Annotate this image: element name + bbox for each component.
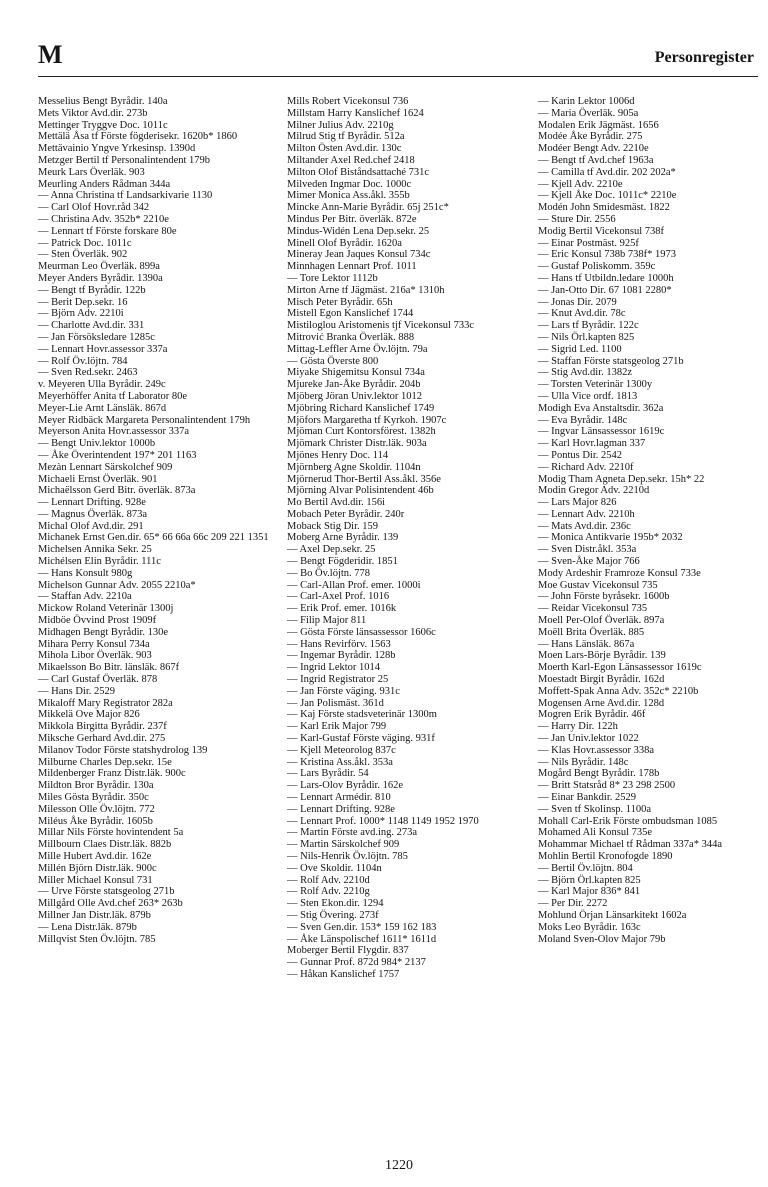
index-entry: — Åke Överintendent 197* 201 1163: [38, 449, 197, 461]
index-entry: Mildton Bror Byrådir. 130a: [38, 780, 154, 792]
index-entry: — Gösta Överste 800: [287, 355, 379, 367]
index-entry: — Charlotte Avd.dir. 331: [38, 320, 145, 332]
index-entry: — Hans Konsult 980g: [38, 567, 133, 579]
index-entry: — Lennart Drifting. 928e: [38, 497, 146, 509]
index-entry: Mihola Libor Överläk. 903: [38, 650, 152, 662]
index-entry: Michaëlsson Gerd Bitr. överläk. 873a: [38, 485, 196, 497]
index-column-3: [538, 96, 768, 945]
index-entry: — Harry Dir. 122h: [538, 721, 618, 733]
index-entry: — Martin Förste avd.ing. 273a: [287, 827, 418, 839]
index-entry: — Rolf Adv. 2210g: [287, 886, 370, 898]
index-entry: — Rolf Öv.löjtn. 784: [38, 355, 128, 367]
index-entry: Mettälä Åsa tf Förste fögderisekr. 1620b* 1860: [38, 131, 238, 143]
index-entry: — Hans Länsläk. 867a: [538, 638, 635, 650]
index-entry: Milrud Stig tf Byrådir. 512a: [287, 131, 405, 143]
index-entry: Moëll Brita Överläk. 885: [538, 626, 645, 638]
index-entry: — Bertil Öv.löjtn. 804: [538, 862, 633, 874]
index-entry: — Karl Hovr.lagman 337: [538, 438, 646, 450]
index-entry: Moell Per-Olof Överläk. 897a: [538, 615, 665, 627]
index-entry: — Jan Polismäst. 361d: [287, 697, 384, 709]
index-entry: Moberger Bertil Flygdir. 837: [287, 945, 409, 957]
index-entry: — Martin Särskolchef 909: [287, 839, 400, 851]
index-entry: — Britt Statsråd 8* 23 298 2500: [538, 780, 676, 792]
index-entry: Milveden Ingmar Doc. 1000c: [287, 178, 412, 190]
index-entry: — Lena Distr.läk. 879b: [38, 921, 137, 933]
index-entry: Moffett-Spak Anna Adv. 352c* 2210b: [538, 685, 699, 697]
index-entry: — Gösta Förste länsassessor 1606c: [287, 626, 436, 638]
index-entry: — Torsten Veterinär 1300y: [538, 379, 653, 391]
index-entry: Milton Östen Avd.dir. 130c: [287, 143, 402, 155]
index-entry: Moen Lars-Börje Byrådir. 139: [538, 650, 666, 662]
index-entry: Modén John Smidesmäst. 1822: [538, 202, 670, 214]
index-entry: Mincke Ann-Marie Byrådir. 65j 251c*: [287, 202, 449, 214]
index-entry: Moestadt Birgit Byrådir. 162d: [538, 674, 665, 686]
index-entry: Moland Sven-Olov Major 79b: [538, 933, 666, 945]
index-entry: Milner Julius Adv. 2210g: [287, 119, 394, 131]
index-entry: — Ingrid Registrator 25: [287, 674, 389, 686]
index-entry: Mikkelä Ove Major 826: [38, 709, 140, 721]
index-entry: Mogård Bengt Byrådir. 178b: [538, 768, 660, 780]
index-entry: Mjörning Alvar Polisintendent 46b: [287, 485, 434, 497]
index-entry: Moe Gustav Vicekonsul 735: [538, 579, 658, 591]
index-entry: — Bengt tf Avd.chef 1963a: [538, 154, 654, 166]
index-entry: Michaeli Ernst Överläk. 901: [38, 473, 158, 485]
index-entry: — Lennart Prof. 1000* 1148 1149 1952 1970: [287, 815, 479, 827]
index-entry: — Kaj Förste stadsveterinär 1300m: [287, 709, 437, 721]
index-entry: Moberg Arne Byrådir. 139: [287, 532, 399, 544]
index-entry: — Bengt tf Byrådir. 122b: [38, 284, 146, 296]
index-column-2: [287, 96, 523, 981]
index-entry: Midböe Övvind Prost 1909f: [38, 615, 157, 627]
index-entry: Mohlund Örjan Länsarkitekt 1602a: [538, 909, 687, 921]
index-entry: — Carl-Allan Prof. emer. 1000i: [287, 579, 421, 591]
index-entry: Mindus-Widén Lena Dep.sekr. 25: [287, 225, 430, 237]
index-entry: Moerth Karl-Egon Länsassessor 1619c: [538, 662, 702, 674]
index-entry: — Lars Major 826: [538, 497, 617, 509]
index-entry: Meyer Ridbäck Margareta Personalintendent 179h: [38, 414, 251, 426]
index-entry: Mohammar Michael tf Rådman 337a* 344a: [538, 839, 722, 851]
index-entry: Miksche Gerhard Avd.dir. 275: [38, 733, 166, 745]
index-entry: Millstam Harry Kanslichef 1624: [287, 107, 424, 119]
index-entry: — Einar Postmäst. 925f: [538, 237, 639, 249]
index-entry: Milesson Olle Öv.löjtn. 772: [38, 803, 155, 815]
index-entry: Millner Jan Distr.läk. 879b: [38, 909, 151, 921]
index-entry: — Monica Antikvarie 195b* 2032: [538, 532, 683, 544]
index-entry: — Stig Avd.dir. 1382z: [538, 367, 633, 379]
index-entry: Meyer-Lie Arnt Länsläk. 867d: [38, 402, 167, 414]
index-entry: — Nils Byrådir. 148c: [538, 756, 629, 768]
index-entry: — Gunnar Prof. 872d 984* 2137: [287, 957, 426, 969]
index-entry: Mjöbring Richard Kanslichef 1749: [287, 402, 435, 414]
index-entry: Moks Leo Byrådir. 163c: [538, 921, 641, 933]
index-entry: — Carl Olof Hovr.råd 342: [38, 202, 150, 214]
index-entry: — Karl-Gustaf Förste väging. 931f: [287, 733, 435, 745]
index-entry: Miller Michael Konsul 731: [38, 874, 153, 886]
index-entry: Mohlin Bertil Kronofogde 1890: [538, 851, 673, 862]
index-entry: — Stig Övering. 273f: [287, 909, 379, 921]
index-entry: Mody Ardeshir Framroze Konsul 733e: [538, 567, 701, 579]
index-entry: Mets Viktor Avd.dir. 273b: [38, 107, 148, 119]
index-entry: Mistiloglou Aristomenis tjf Vicekonsul 733c: [287, 320, 475, 332]
page-title: Personregister: [654, 49, 754, 66]
index-entry: — John Förste byråsekr. 1600b: [538, 591, 670, 603]
index-entry: — Sven-Åke Major 766: [538, 556, 640, 568]
index-entry: Modig Bertil Vicekonsul 738f: [538, 225, 665, 237]
index-entry: Mikkola Birgitta Byrådir. 237f: [38, 721, 167, 733]
index-entry: — Karin Lektor 1006d: [538, 96, 635, 107]
index-entry: Meurling Anders Rådman 344a: [38, 178, 171, 190]
index-entry: Mitrović Branka Överläk. 888: [287, 331, 415, 343]
index-entry: Meyer Anders Byrådir. 1390a: [38, 272, 163, 284]
index-entry: — Jan Försöksledare 1285c: [38, 331, 155, 343]
index-entry: — Eric Konsul 738b 738f* 1973: [538, 249, 676, 261]
index-entry: — Sven Red.sekr. 2463: [38, 367, 138, 379]
index-entry: — Tore Lektor 1112b: [287, 272, 378, 284]
index-entry: — Bo Öv.löjtn. 778: [287, 567, 371, 579]
index-entry: — Lennart Adv. 2210h: [538, 508, 635, 520]
index-entry: — Björn Örl.kapten 825: [538, 874, 641, 886]
index-entry: — Richard Adv. 2210f: [538, 461, 634, 473]
page-number: 1220: [385, 1158, 413, 1173]
index-entry: — Kjell Adv. 2210e: [538, 178, 623, 190]
index-entry: — Carl Gustaf Överläk. 878: [38, 674, 158, 686]
index-entry: Meyerhöffer Anita tf Laborator 80e: [38, 390, 188, 402]
index-entry: Mjöfors Margaretha tf Kyrkoh. 1907c: [287, 414, 447, 426]
index-entry: Mjömark Christer Distr.läk. 903a: [287, 438, 427, 450]
index-entry: Mistell Egon Kanslichef 1744: [287, 308, 414, 320]
index-entry: Millar Nils Förste hovintendent 5a: [38, 827, 184, 839]
index-entry: — Lars Byrådir. 54: [287, 768, 369, 780]
index-entry: Misch Peter Byrådir. 65h: [287, 296, 393, 308]
index-entry: Michanek Ernst Gen.dir. 65* 66 66a 66c 209 221 1351: [38, 532, 269, 544]
index-entry: — Klas Hovr.assessor 338a: [538, 744, 655, 756]
index-entry: — Berit Dep.sekr. 16: [38, 296, 128, 308]
index-entry: — Jan Univ.lektor 1022: [538, 733, 639, 745]
index-entry: Mogensen Arne Avd.dir. 128d: [538, 697, 665, 709]
index-entry: Mjörnberg Agne Skoldir. 1104n: [287, 461, 421, 473]
index-entry: — Karl Major 836* 841: [538, 886, 641, 898]
index-entry: Mjöberg Jöran Univ.lektor 1012: [287, 390, 423, 402]
index-entry: — Ingvar Länsassessor 1619c: [538, 426, 665, 438]
index-entry: Meyerson Anita Hovr.assessor 337a: [38, 426, 190, 438]
index-entry: Mjörnerud Thor-Bertil Ass.åkl. 356e: [287, 473, 441, 485]
index-entry: Mettinger Tryggve Doc. 1011c: [38, 119, 168, 131]
index-entry: Mettävainio Yngve Yrkesinsp. 1390d: [38, 143, 196, 155]
index-entry: Mikaelsson Bo Bitr. länsläk. 867f: [38, 662, 180, 674]
index-entry: Milton Olof Biståndsattaché 731c: [287, 166, 430, 178]
index-entry: — Lennart Armédir. 810: [287, 792, 391, 804]
index-entry: Michélsen Elin Byrådir. 111c: [38, 556, 161, 568]
index-entry: — Bengt Fögderidir. 1851: [287, 556, 398, 568]
index-entry: Miléus Åke Byrådir. 1605b: [38, 815, 153, 827]
index-entry: Midhagen Bengt Byrådir. 130e: [38, 626, 169, 638]
index-entry: Minnhagen Lennart Prof. 1011: [287, 261, 417, 273]
index-entry: — Mats Avd.dir. 236c: [538, 520, 631, 532]
index-entry: Michal Olof Avd.dir. 291: [38, 520, 144, 532]
index-entry: — Karl Erik Major 799: [287, 721, 387, 733]
index-entry: Miyake Shigemitsu Konsul 734a: [287, 367, 425, 379]
index-entry: Mittag-Leffler Arne Öv.löjtn. 79a: [287, 343, 428, 355]
index-entry: — Nils Örl.kapten 825: [538, 331, 635, 343]
index-entry: — Kjell Åke Doc. 1011c* 2210e: [538, 190, 677, 202]
index-entry: — Ingrid Lektor 1014: [287, 662, 381, 674]
index-entry: Mo Bertil Avd.dir. 156i: [287, 497, 386, 509]
index-entry: Modigh Eva Anstaltsdir. 362a: [538, 402, 664, 414]
index-entry: — Rolf Adv. 2210d: [287, 874, 370, 886]
index-entry: Miles Gösta Byrådir. 350c: [38, 792, 149, 804]
index-entry: v. Meyeren Ulla Byrådir. 249c: [38, 379, 166, 391]
index-entry: — Anna Christina tf Landsarkivarie 1130: [38, 190, 213, 202]
index-entry: — Åke Länspolischef 1611* 1611d: [287, 933, 437, 945]
index-entry: — Sven Gen.dir. 153* 159 162 183: [287, 921, 437, 933]
index-entry: — Lennart Hovr.assessor 337a: [38, 343, 168, 355]
index-entry: Mohamed Ali Konsul 735e: [538, 827, 653, 839]
index-entry: Millén Björn Distr.läk. 900c: [38, 862, 157, 874]
index-entry: Mickow Roland Veterinär 1300j: [38, 603, 174, 615]
index-entry: — Reidar Vicekonsul 735: [538, 603, 648, 615]
index-entry: Metzger Bertil tf Personalintendent 179b: [38, 154, 211, 166]
index-column-1: [38, 96, 274, 945]
index-entry: Mindus Per Bitr. överläk. 872e: [287, 213, 417, 225]
index-entry: — Sven Distr.åkl. 353a: [538, 544, 637, 556]
index-entry: Moback Stig Dir. 159: [287, 520, 378, 532]
index-entry: — Bengt Univ.lektor 1000b: [38, 438, 156, 450]
section-letter: M: [38, 40, 63, 69]
index-entry: Mohall Carl-Erik Förste ombudsman 1085: [538, 815, 718, 827]
index-entry: Mildenberger Franz Distr.läk. 900c: [38, 768, 186, 780]
index-entry: — Erik Prof. emer. 1016k: [287, 603, 397, 615]
index-entry: — Sven tf Skolinsp. 1100a: [538, 803, 652, 815]
index-entry: — Ingemar Byrådir. 128b: [287, 650, 396, 662]
index-entry: Millqvist Sten Öv.löjtn. 785: [38, 933, 156, 945]
index-entry: Meurman Leo Överläk. 899a: [38, 261, 160, 273]
index-entry: — Lennart tf Förste forskare 80e: [38, 225, 177, 237]
index-entry: Mikaloff Mary Registrator 282a: [38, 697, 173, 709]
index-entry: Minell Olof Byrådir. 1620a: [287, 237, 402, 249]
index-entry: — Hans Dir. 2529: [38, 685, 115, 697]
index-entry: Mimer Monica Ass.åkl. 355b: [287, 190, 410, 202]
index-entry: — Gustaf Poliskomm. 359c: [538, 261, 656, 273]
index-entry: Messelius Bengt Byrådir. 140a: [38, 96, 168, 107]
index-entry: — Kjell Meteorolog 837c: [287, 744, 396, 756]
index-entry: — Jonas Dir. 2079: [538, 296, 617, 308]
index-entry: — Filip Major 811: [287, 615, 367, 627]
index-entry: — Christina Adv. 352b* 2210e: [38, 213, 169, 225]
header-divider: [38, 76, 758, 77]
index-entry: — Pontus Dir. 2542: [538, 449, 623, 461]
index-entry: — Per Dir. 2272: [538, 898, 608, 910]
index-entry: — Nils-Henrik Öv.löjtn. 785: [287, 851, 408, 862]
index-entry: — Patrick Doc. 1011c: [38, 237, 132, 249]
index-entry: — Einar Bankdir. 2529: [538, 792, 636, 804]
index-entry: — Camilla tf Avd.dir. 202 202a*: [538, 166, 676, 178]
index-entry: Mjöman Curt Kontorsförest. 1382h: [287, 426, 436, 438]
index-entry: — Axel Dep.sekr. 25: [287, 544, 376, 556]
index-entry: — Kristina Ass.åkl. 353a: [287, 756, 393, 768]
index-entry: Milanov Todor Förste statshydrolog 139: [38, 744, 208, 756]
index-entry: Mogren Erik Byrådir. 46f: [538, 709, 646, 721]
index-entry: — Eva Byrådir. 148c: [538, 414, 628, 426]
index-entry: — Staffan Förste statsgeolog 271b: [538, 355, 684, 367]
index-entry: — Carl-Axel Prof. 1016: [287, 591, 390, 603]
index-entry: Modig Tham Agneta Dep.sekr. 15h* 22: [538, 473, 705, 485]
index-entry: Meurk Lars Överläk. 903: [38, 166, 145, 178]
index-entry: Millgård Olle Avd.chef 263* 263b: [38, 898, 183, 910]
index-entry: — Ove Skoldir. 1104n: [287, 862, 382, 874]
index-entry: — Sture Dir. 2556: [538, 213, 616, 225]
index-entry: — Ulla Vice ordf. 1813: [538, 390, 638, 402]
index-entry: — Staffan Adv. 2210a: [38, 591, 132, 603]
index-entry: — Knut Avd.dir. 78c: [538, 308, 626, 320]
index-entry: — Hans tf Utbildn.ledare 1000h: [538, 272, 674, 284]
index-entry: Mirton Arne tf Jägmäst. 216a* 1310h: [287, 284, 445, 296]
index-entry: Mille Hubert Avd.dir. 162e: [38, 851, 152, 862]
index-entry: Modin Gregor Adv. 2210d: [538, 485, 650, 497]
index-entry: Mjönes Henry Doc. 114: [287, 449, 389, 461]
index-entry: Mjureke Jan-Åke Byrådir. 204b: [287, 379, 421, 391]
index-entry: — Sigrid Led. 1100: [538, 343, 622, 355]
index-entry: Modéer Bengt Adv. 2210e: [538, 143, 649, 155]
index-entry: — Håkan Kanslichef 1757: [287, 968, 400, 980]
index-entry: Millbourn Claes Distr.läk. 882b: [38, 839, 172, 851]
index-entry: Michelson Gunnar Adv. 2055 2210a*: [38, 579, 196, 591]
index-entry: — Lennart Drifting. 928e: [287, 803, 395, 815]
index-entry: Miltander Axel Red.chef 2418: [287, 154, 415, 166]
index-entry: — Urve Förste statsgeolog 271b: [38, 886, 175, 898]
index-entry: — Hans Revirförv. 1563: [287, 638, 391, 650]
index-entry: — Jan-Otto Dir. 67 1081 2280*: [538, 284, 672, 296]
index-entry: Mineray Jean Jaques Konsul 734c: [287, 249, 431, 261]
index-entry: Mezàn Lennart Särskolchef 909: [38, 461, 173, 473]
index-entry: — Sten Överläk. 902: [38, 249, 128, 261]
index-entry: Mills Robert Vicekonsul 736: [287, 96, 409, 107]
index-entry: Modalen Erik Jägmäst. 1656: [538, 119, 659, 131]
index-entry: Modée Åke Byrådir. 275: [538, 131, 643, 143]
index-entry: — Maria Överläk. 905a: [538, 107, 639, 119]
index-entry: Michelsen Annika Sekr. 25: [38, 544, 152, 556]
index-entry: Mihara Perry Konsul 734a: [38, 638, 150, 650]
index-entry: — Magnus Överläk. 873a: [38, 508, 148, 520]
index-entry: — Lars-Olov Byrådir. 162e: [287, 780, 404, 792]
index-entry: — Björn Adv. 2210i: [38, 308, 124, 320]
index-entry: — Jan Förste väging. 931c: [287, 685, 400, 697]
index-entry: — Lars tf Byrådir. 122c: [538, 320, 639, 332]
index-entry: Milburne Charles Dep.sekr. 15e: [38, 756, 172, 768]
index-entry: — Sten Ekon.dir. 1294: [287, 898, 384, 910]
index-entry: Mobach Peter Byrådir. 240r: [287, 508, 405, 520]
